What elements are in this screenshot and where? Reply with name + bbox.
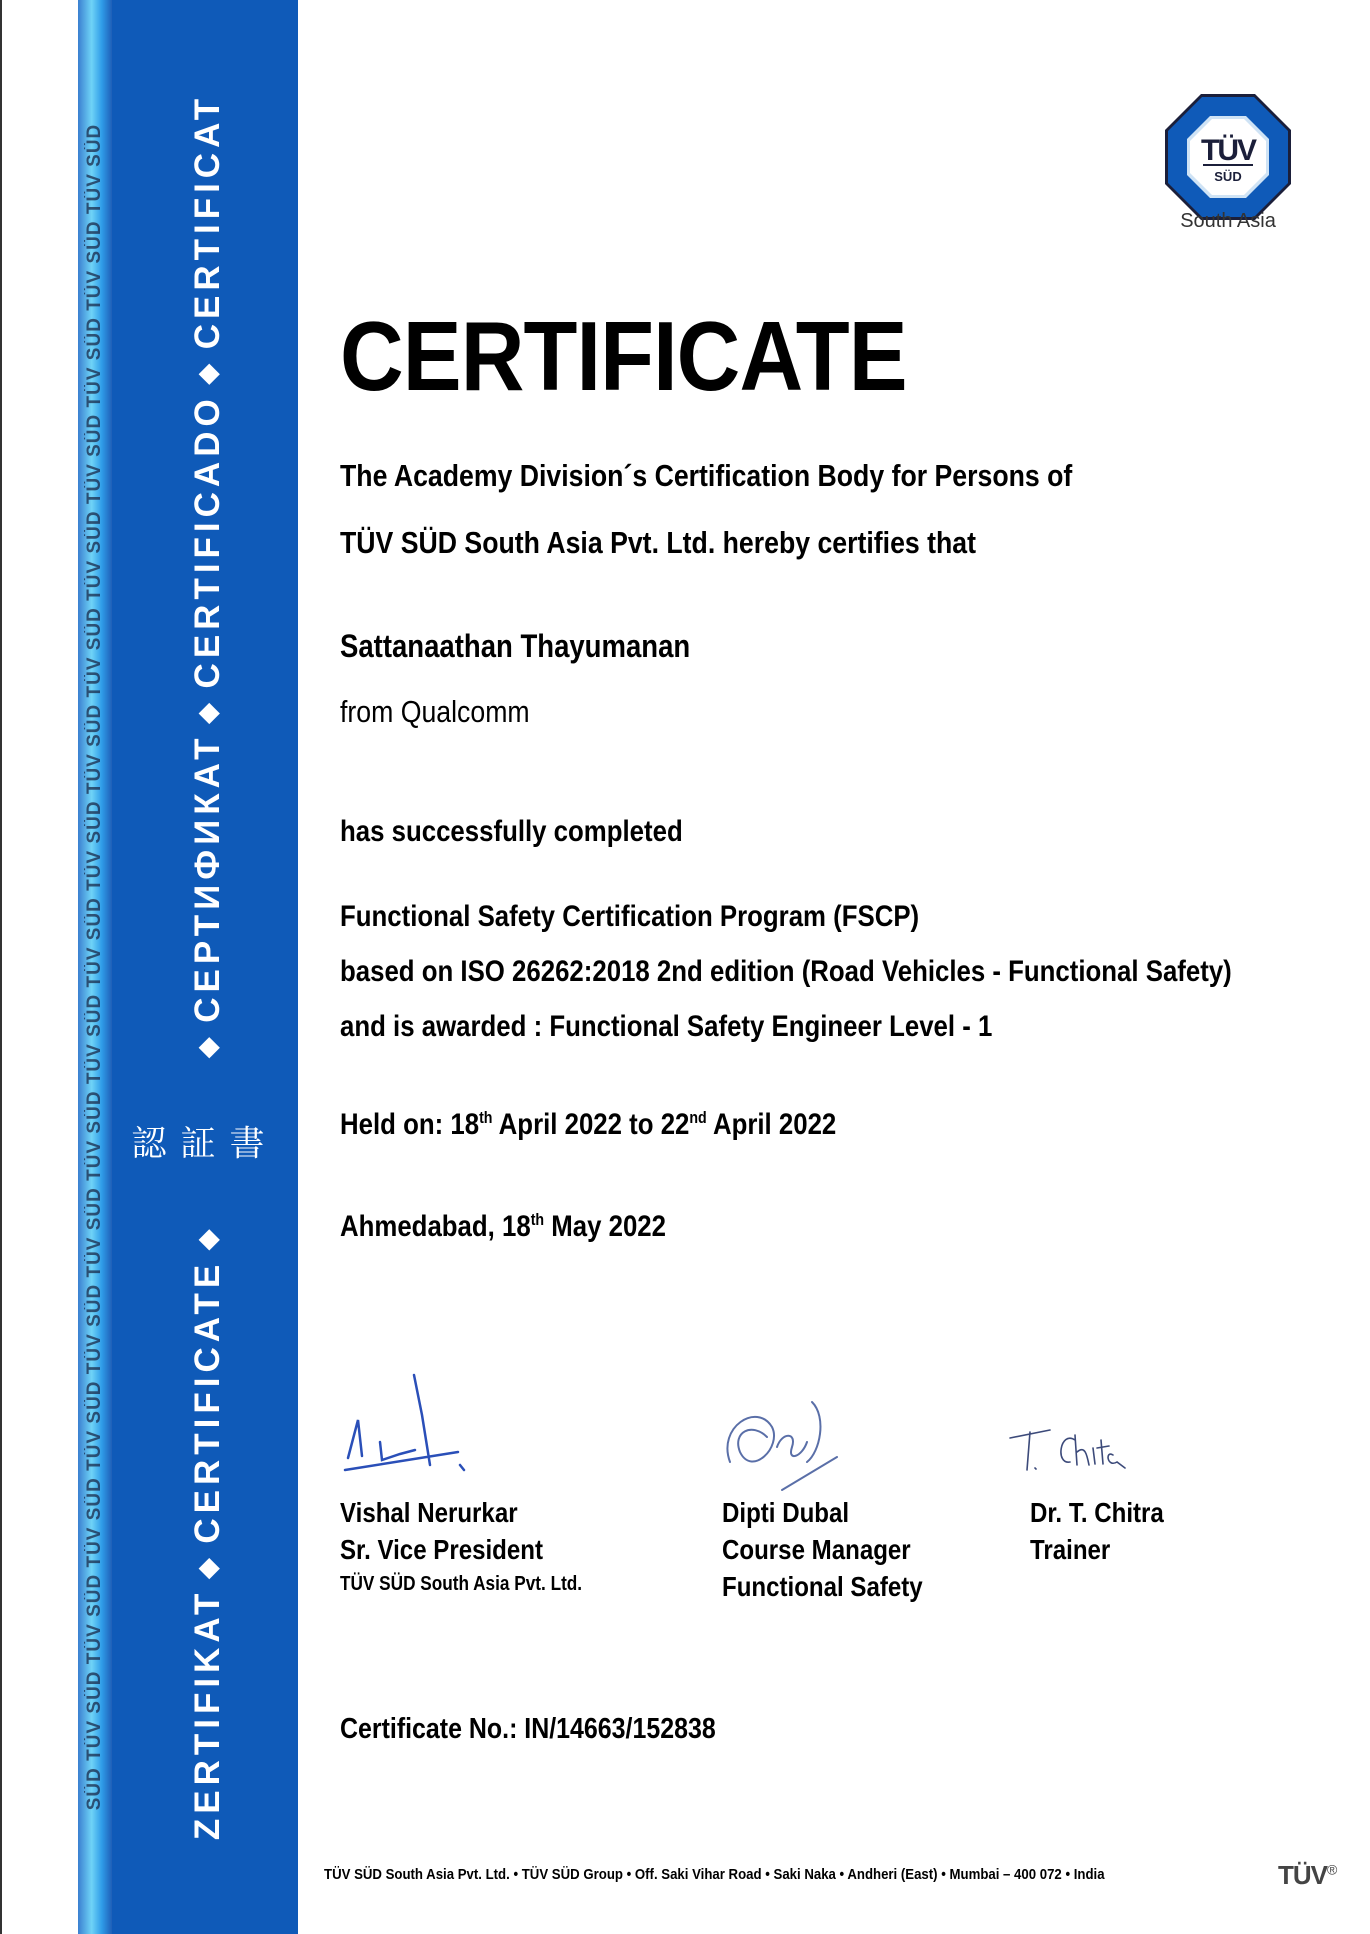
signature-dipti-icon [712, 1392, 852, 1500]
banner-word-certificate: CERTIFICATE [188, 1259, 227, 1544]
certificate-number: Certificate No.: IN/14663/152838 [340, 1713, 716, 1745]
diamond-icon: ◆ [192, 1224, 222, 1250]
program-line-2: based on ISO 26262:2018 2nd edition (Road Vehicles - Functional Safety) [340, 955, 1232, 988]
program-line-1: Functional Safety Certification Program (FSCP) [340, 900, 920, 933]
tuv-sud-logo [1163, 92, 1293, 222]
banner-text [131, 17, 279, 1917]
intro-line-1: The Academy Division´s Certification Body for Persons of [340, 458, 1073, 493]
recipient-name: Sattanaathan Thayumanan [340, 628, 691, 664]
diamond-icon: ◆ [192, 1032, 222, 1058]
page-border [0, 0, 2, 1934]
completed-text: has successfully completed [340, 815, 683, 848]
signatory-2-name: Dipti Dubal [722, 1497, 850, 1528]
svg-text:SÜD: SÜD [1214, 169, 1242, 184]
diamond-icon: ◆ [192, 698, 222, 724]
diamond-icon: ◆ [192, 359, 222, 385]
svg-text:TÜV: TÜV [1201, 134, 1255, 167]
intro-line-2: TÜV SÜD South Asia Pvt. Ltd. hereby certifies that [340, 525, 977, 560]
footer-tuv-mark: TÜV® [1278, 1860, 1337, 1890]
program-line-3: and is awarded : Functional Safety Engineer Level - 1 [340, 1010, 993, 1043]
diamond-icon: ◆ [192, 1553, 222, 1579]
held-dates: Held on: 18th April 2022 to 22nd April 2022 [340, 1108, 837, 1141]
signature-chitra-icon [1005, 1420, 1155, 1480]
signatory-3-title: Trainer [1030, 1534, 1111, 1565]
issue-place-date: Ahmedabad, 18th May 2022 [340, 1210, 667, 1243]
hologram-text: SÜD TÜV SÜD TÜV SÜD TÜV SÜD TÜV SÜD TÜV SÜD TÜV SÜD TÜV SÜD TÜV SÜD TÜV SÜD TÜV SÜD TÜV SÜD TÜV SÜD TÜV SÜD TÜV SÜD TÜV SÜD TÜV SÜD TÜV SÜD [84, 123, 105, 1811]
logo-region-label: South Asia [1180, 210, 1276, 232]
banner-word-russian: СЕРТИФИКАТ [188, 733, 227, 1023]
signatory-1-name: Vishal Nerurkar [340, 1497, 518, 1528]
signatory-3-name: Dr. T. Chitra [1030, 1497, 1164, 1528]
banner-word-certificado: CERTIFICADO [188, 394, 227, 689]
hologram-strip [78, 0, 112, 1934]
banner-word-japanese: 認証書 [131, 1124, 279, 1164]
recipient-company: from Qualcomm [340, 694, 530, 729]
signatory-1-title: Sr. Vice President [340, 1534, 544, 1565]
banner-word-certificat: CERTIFICAT [188, 93, 227, 350]
signatory-2-org: Functional Safety [722, 1571, 923, 1602]
octagon-logo-icon [1163, 92, 1293, 222]
vertical-banner [112, 0, 298, 1934]
signatory-1-org: TÜV SÜD South Asia Pvt. Ltd. [340, 1573, 583, 1595]
banner-word-zertifikat: ZERTIFIKAT [188, 1588, 227, 1841]
signatory-2-title: Course Manager [722, 1534, 911, 1565]
footer-address: TÜV SÜD South Asia Pvt. Ltd. • TÜV SÜD Group • Off. Saki Vihar Road • Saki Naka • Andheri (East) • Mumbai – 400 072 • India [324, 1866, 1105, 1883]
certificate-title: CERTIFICATE [340, 301, 907, 411]
registered-icon: ® [1327, 1861, 1337, 1878]
signature-vishal-icon [340, 1370, 480, 1480]
